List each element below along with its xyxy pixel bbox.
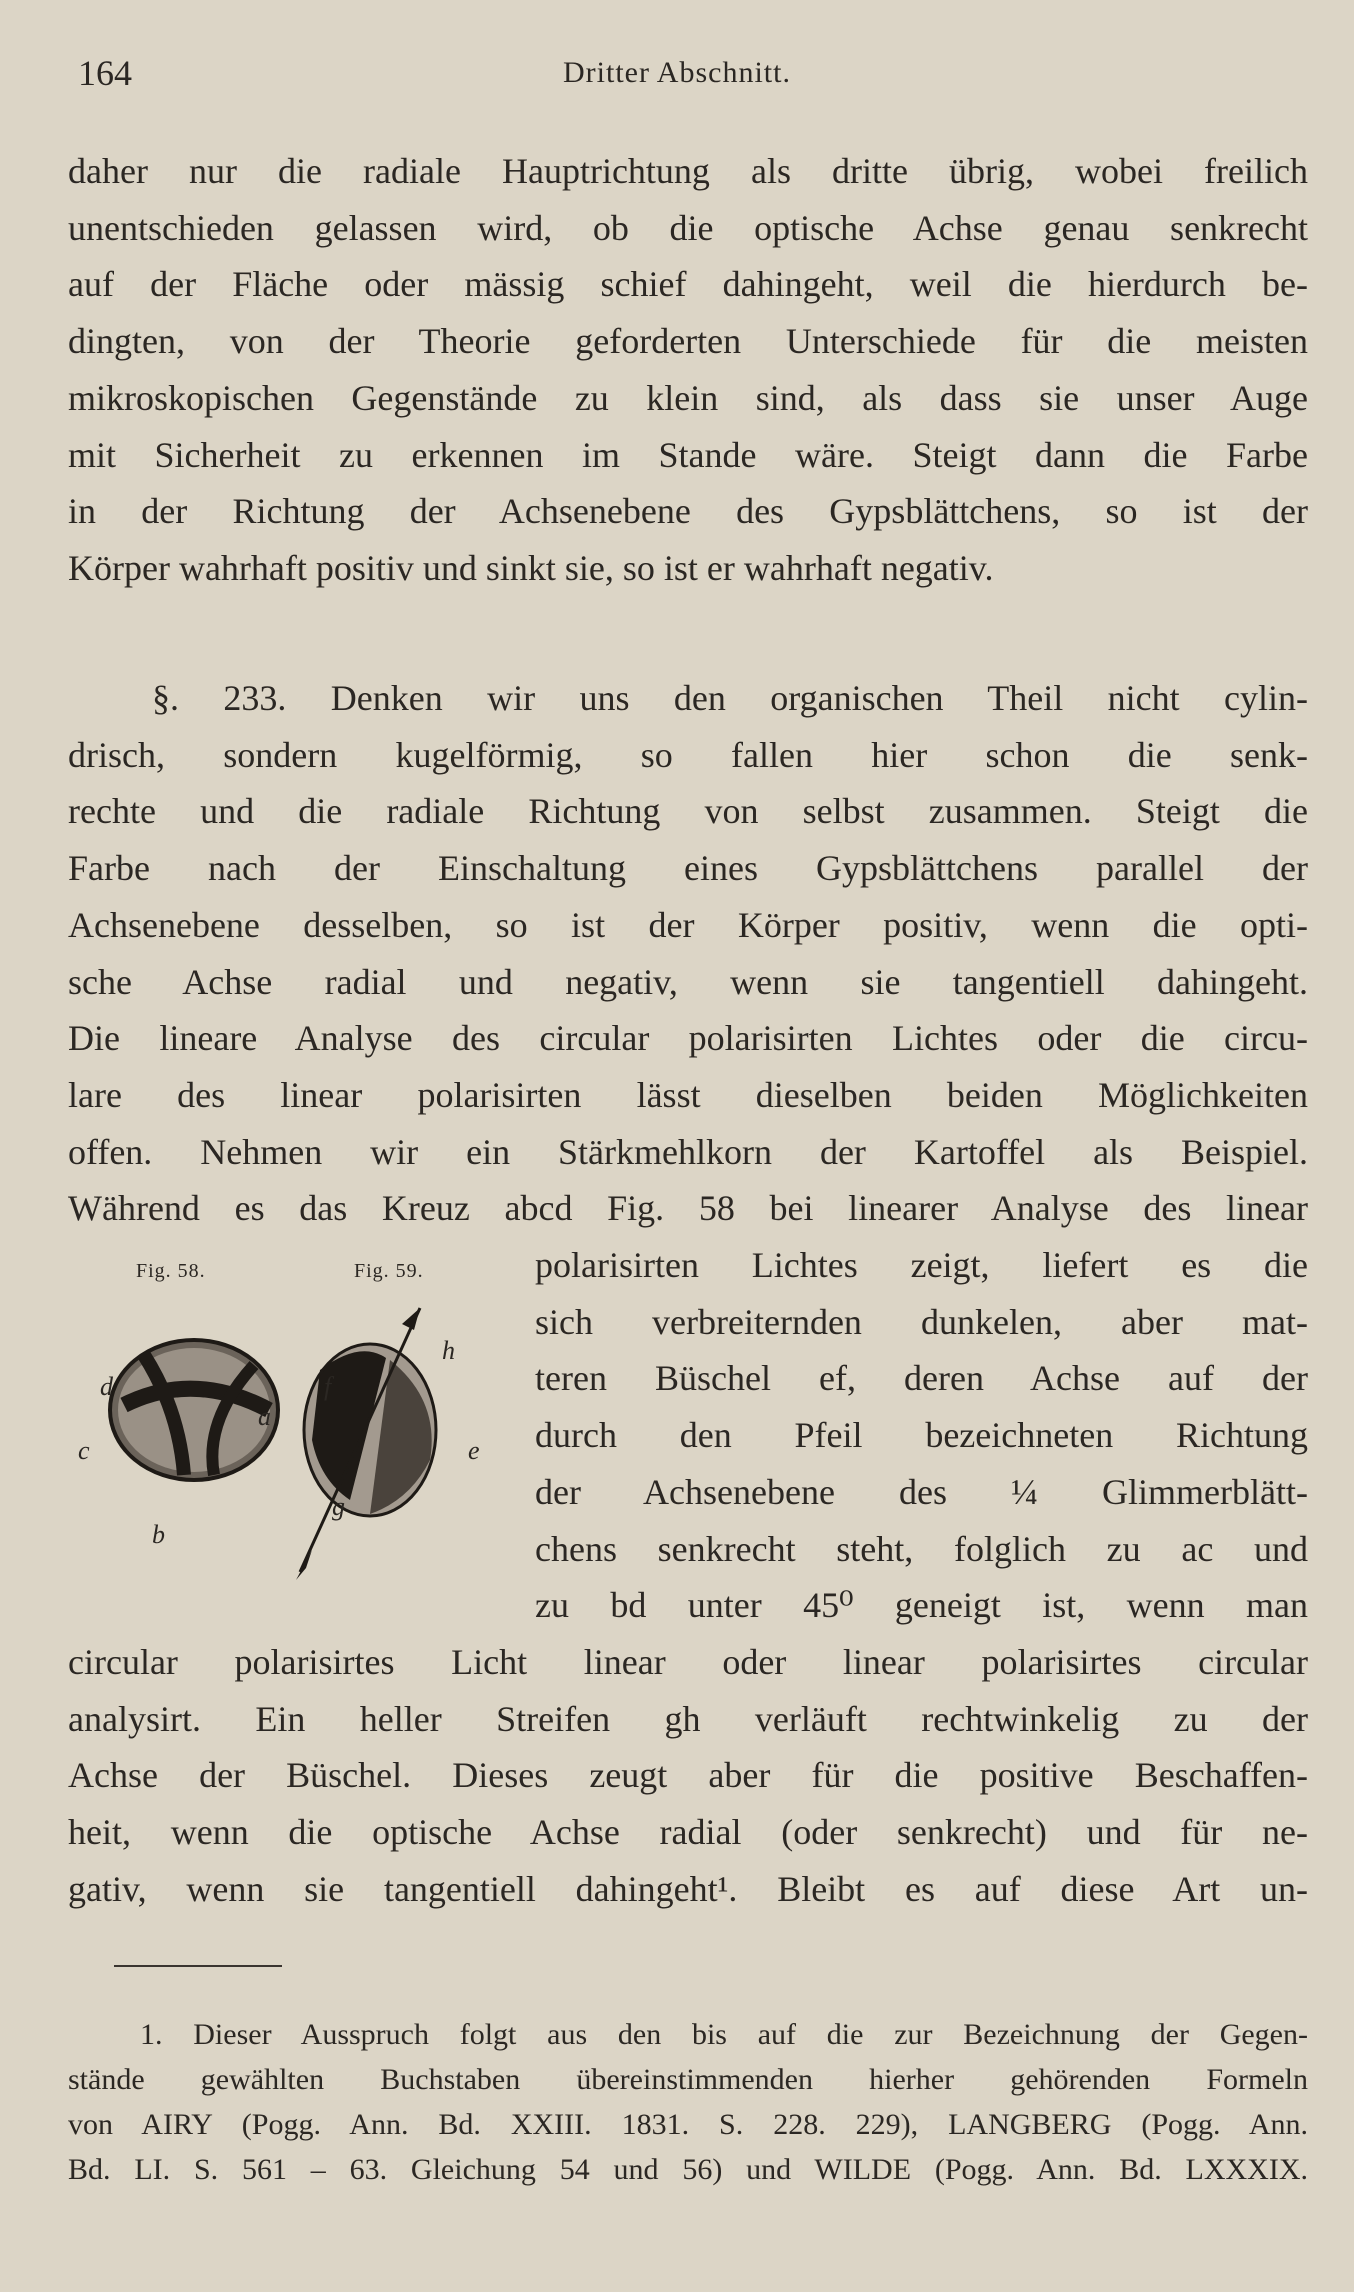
text-line: analysirt. Ein heller Streifen gh verläuft rechtwinkelig zu der (68, 1698, 1308, 1739)
footnote-line: Bd. LI. S. 561 – 63. Gleichung 54 und 56) und WILDE (Pogg. Ann. Bd. LXXXIX. (68, 2153, 1308, 2186)
running-head: Dritter Abschnitt. (563, 56, 791, 89)
fig-58-letter-b: b (152, 1520, 165, 1549)
footnote-line: von AIRY (Pogg. Ann. Bd. XXIII. 1831. S. 228. 229), LANGBERG (Pogg. Ann. (68, 2108, 1308, 2141)
fig-59-letter-h: h (442, 1336, 455, 1365)
fig-59-letter-g: g (332, 1492, 345, 1521)
fig-59-label: Fig. 59. (354, 1260, 424, 1282)
fig-58-illustration (84, 1310, 284, 1490)
text-line: Achsenebene desselben, so ist der Körper positiv, wenn die opti- (68, 904, 1308, 945)
text-line: mikroskopischen Gegenstände zu klein sind, als dass sie unser Auge (68, 377, 1308, 418)
text-line: mit Sicherheit zu erkennen im Stande wäre. Steigt dann die Farbe (68, 434, 1308, 475)
text-line: chens senkrecht steht, folglich zu ac und (535, 1528, 1308, 1569)
text-line: teren Büschel ef, deren Achse auf der (535, 1358, 1308, 1399)
footnote-line: stände gewählten Buchstaben übereinstimmenden hierher gehörenden Formeln (68, 2063, 1308, 2096)
text-line: heit, wenn die optische Achse radial (oder senkrecht) und für ne- (68, 1812, 1308, 1853)
text-line: rechte und die radiale Richtung von selbst zusammen. Steigt die (68, 791, 1308, 832)
text-line: sche Achse radial und negativ, wenn sie tangentiell dahingeht. (68, 961, 1308, 1002)
fig-58-letter-c: c (78, 1436, 90, 1465)
text-line: zu bd unter 45⁰ geneigt ist, wenn man (535, 1585, 1308, 1626)
text-line: polarisirten Lichtes zeigt, liefert es die (535, 1245, 1308, 1285)
text-line: Die lineare Analyse des circular polarisirten Lichtes oder die circu- (68, 1018, 1308, 1059)
figure-wrap-text (535, 1237, 1308, 1634)
text-line: daher nur die radiale Hauptrichtung als dritte übrig, wobei freilich (68, 151, 1308, 191)
footnote (68, 2012, 1308, 2192)
text-line: drisch, sondern kugelförmig, so fallen hier schon die senk- (68, 734, 1308, 775)
text-line: lare des linear polarisirten lässt dieselben beiden Möglichkeiten (68, 1074, 1308, 1115)
text-line: Achse der Büschel. Dieses zeugt aber für die positive Beschaffen- (68, 1755, 1308, 1796)
text-line: offen. Nehmen wir ein Stärkmehlkorn der Kartoffel als Beispiel. (68, 1131, 1308, 1172)
text-line: unentschieden gelassen wird, ob die optische Achse genau senkrecht (68, 207, 1308, 248)
text-line: §. 233. Denken wir uns den organischen Theil nicht cylin- (152, 678, 1308, 718)
text-line: durch den Pfeil bezeichneten Richtung (535, 1415, 1308, 1456)
paragraph-2 (68, 670, 1308, 1237)
text-line: der Achsenebene des ¼ Glimmerblätt- (535, 1471, 1308, 1512)
text-line: Farbe nach der Einschaltung eines Gypsblättchens parallel der (68, 848, 1308, 889)
text-line: sich verbreiternden dunkelen, aber mat- (535, 1301, 1308, 1342)
fig-59-letter-e: e (468, 1436, 480, 1465)
page-number: 164 (78, 53, 132, 93)
fig-59-letter-f: f (324, 1372, 332, 1401)
text-line: gativ, wenn sie tangentiell dahingeht¹. Bleibt es auf diese Art un- (68, 1868, 1308, 1909)
text-line: in der Richtung der Achsenebene des Gypsblättchens, so ist der (68, 491, 1308, 532)
fig-58-letter-a: a (258, 1402, 271, 1431)
paragraph-1 (68, 143, 1308, 597)
fig-58-label: Fig. 58. (136, 1260, 206, 1282)
fig-58-letter-d: d (100, 1372, 113, 1401)
figure-area (70, 1240, 520, 1620)
footnote-rule (114, 1965, 282, 1967)
text-line: auf der Fläche oder mässig schief dahingeht, weil die hierdurch be- (68, 264, 1308, 305)
footnote-line: 1. Dieser Ausspruch folgt aus den bis auf die zur Bezeichnung der Gegen- (140, 2018, 1308, 2051)
text-line: Körper wahrhaft positiv und sinkt sie, so ist er wahrhaft negativ. (68, 547, 994, 588)
text-line: circular polarisirtes Licht linear oder linear polarisirtes circular (68, 1642, 1308, 1682)
paragraph-3 (68, 1634, 1308, 1918)
text-line: dingten, von der Theorie geforderten Unterschiede für die meisten (68, 321, 1308, 362)
text-line: Während es das Kreuz abcd Fig. 58 bei linearer Analyse des linear (68, 1188, 1308, 1229)
